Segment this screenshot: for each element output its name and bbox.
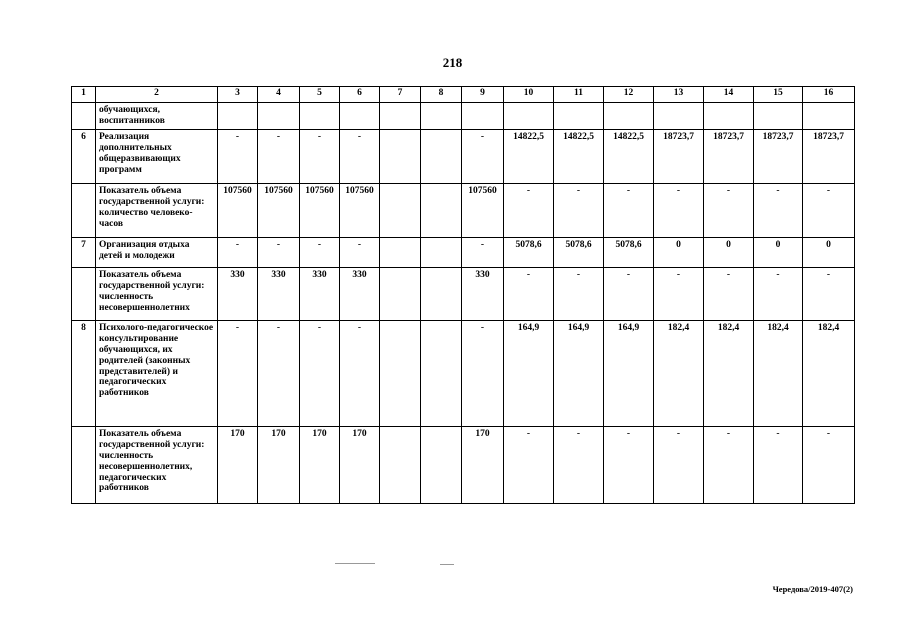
- value-cell: 14822,5: [554, 129, 604, 183]
- value-cell: [421, 426, 462, 503]
- page-number: 218: [442, 55, 463, 70]
- value-cell: -: [704, 183, 754, 237]
- value-cell: 5078,6: [604, 237, 654, 267]
- value-cell: 170: [300, 426, 340, 503]
- value-cell: -: [554, 183, 604, 237]
- value-cell: 18723,7: [803, 129, 855, 183]
- value-cell: -: [300, 129, 340, 183]
- value-cell: [380, 129, 421, 183]
- table-row: [72, 237, 855, 267]
- value-cell: [380, 320, 421, 426]
- value-cell: 18723,7: [654, 129, 704, 183]
- value-cell: -: [803, 267, 855, 320]
- table-row: [72, 320, 855, 426]
- table-row: [72, 267, 855, 320]
- row-number: 7: [72, 237, 96, 267]
- value-cell: 170: [258, 426, 300, 503]
- value-cell: -: [554, 426, 604, 503]
- value-cell: [421, 183, 462, 237]
- value-cell: -: [462, 320, 504, 426]
- value-cell: [421, 129, 462, 183]
- value-cell: 5078,6: [504, 237, 554, 267]
- value-cell: 182,4: [704, 320, 754, 426]
- row-number: [72, 267, 96, 320]
- value-cell: [421, 320, 462, 426]
- value-cell: -: [654, 426, 704, 503]
- value-cell: [421, 267, 462, 320]
- value-cell: [462, 103, 504, 130]
- header-row: [72, 87, 855, 103]
- value-cell: 182,4: [803, 320, 855, 426]
- value-cell: [258, 103, 300, 130]
- value-cell: -: [654, 267, 704, 320]
- column-header: 2: [96, 87, 218, 103]
- value-cell: 164,9: [504, 320, 554, 426]
- value-cell: 107560: [300, 183, 340, 237]
- value-cell: [504, 103, 554, 130]
- value-cell: [754, 103, 803, 130]
- value-cell: -: [704, 267, 754, 320]
- value-cell: -: [754, 267, 803, 320]
- table-row: [72, 426, 855, 503]
- value-cell: 164,9: [604, 320, 654, 426]
- value-cell: -: [300, 320, 340, 426]
- value-cell: -: [218, 320, 258, 426]
- row-description: обучающихся, воспитанников: [96, 103, 218, 130]
- row-number: 6: [72, 129, 96, 183]
- value-cell: -: [340, 129, 380, 183]
- value-cell: -: [258, 129, 300, 183]
- value-cell: 14822,5: [504, 129, 554, 183]
- value-cell: -: [504, 183, 554, 237]
- value-cell: [421, 237, 462, 267]
- value-cell: 164,9: [554, 320, 604, 426]
- value-cell: -: [554, 267, 604, 320]
- column-header: 1: [72, 87, 96, 103]
- value-cell: 107560: [218, 183, 258, 237]
- value-cell: 18723,7: [704, 129, 754, 183]
- value-cell: 330: [462, 267, 504, 320]
- value-cell: 0: [654, 237, 704, 267]
- column-header: 12: [604, 87, 654, 103]
- value-cell: -: [504, 267, 554, 320]
- value-cell: [380, 267, 421, 320]
- table-row: [72, 183, 855, 237]
- value-cell: -: [218, 129, 258, 183]
- value-cell: 107560: [462, 183, 504, 237]
- value-cell: -: [754, 183, 803, 237]
- row-description: Показатель объема государственной услуги: численность несовершеннолетних, педагогических работников: [96, 426, 218, 503]
- column-header: 10: [504, 87, 554, 103]
- value-cell: [300, 103, 340, 130]
- value-cell: [380, 183, 421, 237]
- column-header: 15: [754, 87, 803, 103]
- value-cell: 0: [803, 237, 855, 267]
- value-cell: -: [604, 267, 654, 320]
- value-cell: -: [340, 320, 380, 426]
- value-cell: 182,4: [754, 320, 803, 426]
- value-cell: 170: [218, 426, 258, 503]
- value-cell: 5078,6: [554, 237, 604, 267]
- value-cell: [380, 103, 421, 130]
- row-description: Психолого-педагогическое консультирование обучающихся, их родителей (законных представителей) и педагогических работников: [96, 320, 218, 426]
- table-row: [72, 129, 855, 183]
- value-cell: 0: [704, 237, 754, 267]
- value-cell: [803, 103, 855, 130]
- column-header: 4: [258, 87, 300, 103]
- column-header: 9: [462, 87, 504, 103]
- budget-table: [71, 86, 855, 504]
- value-cell: -: [704, 426, 754, 503]
- value-cell: [554, 103, 604, 130]
- table-row: [72, 103, 855, 130]
- column-header: 11: [554, 87, 604, 103]
- value-cell: -: [754, 426, 803, 503]
- value-cell: -: [300, 237, 340, 267]
- value-cell: -: [340, 237, 380, 267]
- value-cell: 170: [462, 426, 504, 503]
- column-header: 7: [380, 87, 421, 103]
- value-cell: [380, 237, 421, 267]
- value-cell: [604, 103, 654, 130]
- column-header: 5: [300, 87, 340, 103]
- value-cell: 182,4: [654, 320, 704, 426]
- value-cell: -: [604, 426, 654, 503]
- column-header: 14: [704, 87, 754, 103]
- value-cell: -: [504, 426, 554, 503]
- value-cell: 330: [258, 267, 300, 320]
- value-cell: -: [462, 129, 504, 183]
- value-cell: 330: [218, 267, 258, 320]
- row-description: Организация отдыха детей и молодежи: [96, 237, 218, 267]
- value-cell: -: [803, 183, 855, 237]
- value-cell: 330: [300, 267, 340, 320]
- row-description: Показатель объема государственной услуги: численность несовершеннолетних: [96, 267, 218, 320]
- value-cell: -: [462, 237, 504, 267]
- value-cell: [340, 103, 380, 130]
- scan-artifact-line: [440, 564, 454, 565]
- value-cell: [218, 103, 258, 130]
- value-cell: [421, 103, 462, 130]
- column-header: 13: [654, 87, 704, 103]
- column-header: 3: [218, 87, 258, 103]
- column-header: 16: [803, 87, 855, 103]
- value-cell: -: [803, 426, 855, 503]
- value-cell: -: [654, 183, 704, 237]
- row-description: Показатель объема государственной услуги: количество человеко-часов: [96, 183, 218, 237]
- scan-artifact-line: [335, 563, 375, 564]
- value-cell: 170: [340, 426, 380, 503]
- row-number: [72, 103, 96, 130]
- value-cell: -: [258, 237, 300, 267]
- value-cell: [380, 426, 421, 503]
- value-cell: 330: [340, 267, 380, 320]
- row-number: [72, 426, 96, 503]
- column-header: 6: [340, 87, 380, 103]
- document-code: Чередова/2019-407(2): [772, 584, 853, 594]
- value-cell: 107560: [258, 183, 300, 237]
- value-cell: 0: [754, 237, 803, 267]
- value-cell: 14822,5: [604, 129, 654, 183]
- value-cell: -: [604, 183, 654, 237]
- row-description: Реализация дополнительных общеразвивающих программ: [96, 129, 218, 183]
- column-header: 8: [421, 87, 462, 103]
- value-cell: [704, 103, 754, 130]
- value-cell: 107560: [340, 183, 380, 237]
- value-cell: -: [258, 320, 300, 426]
- value-cell: [654, 103, 704, 130]
- value-cell: 18723,7: [754, 129, 803, 183]
- row-number: [72, 183, 96, 237]
- row-number: 8: [72, 320, 96, 426]
- value-cell: -: [218, 237, 258, 267]
